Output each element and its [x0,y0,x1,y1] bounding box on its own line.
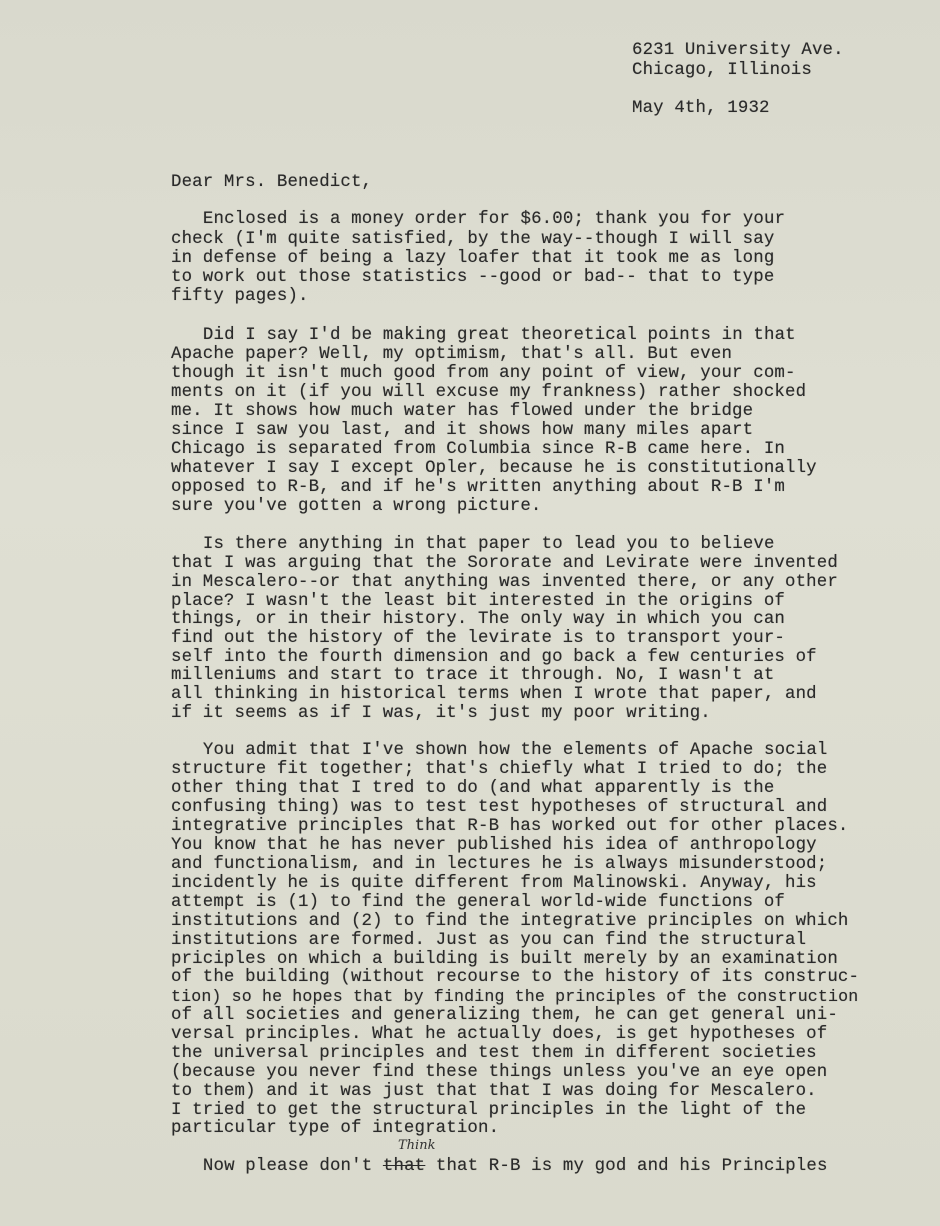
body-line: of the building (without recourse to the history of its construc- [171,968,860,987]
closing-line-start: Now please don't [150,1157,383,1176]
body-line: (because you never find these things unless you've an eye open [171,1063,828,1082]
body-line: institutions and (2) to find the integrative principles on which [171,912,849,931]
body-line: me. It shows how much water has flowed under the bridge [171,402,754,421]
body-line: Apache paper? Well, my optimism, that's all. But even [171,345,733,364]
body-line: in defense of being a lazy loafer that it took me as long [171,249,775,268]
body-line: I tried to get the structural principles in the light of the [171,1101,807,1120]
body-line: though it isn't much good from any point of view, your com- [171,364,796,383]
struck-word: that [382,1157,426,1176]
body-line: priciples on which a building is built merely by an examination [171,950,838,969]
address-line-1: 6231 University Ave. [632,41,844,60]
body-line: check (I'm quite satisfied, by the way--though I will say [171,230,775,249]
body-line: other thing that I tred to do (and what apparently is the [171,779,775,798]
body-line: to them) and it was just that that I was doing for Mescalero. [171,1082,817,1101]
body-line: milleniums and start to trace it through. No, I wasn't at [171,666,775,685]
body-line: structure fit together; that's chiefly what I tried to do; the [171,760,828,779]
letter-date: May 4th, 1932 [632,99,770,118]
body-line: opposed to R-B, and if he's written anything about R-B I'm [171,478,785,497]
closing-line-end: that R-B is my god and his Principles [425,1157,828,1176]
body-line: incidently he is quite different from Malinowski. Anyway, his [171,874,817,893]
body-line: sure you've gotten a wrong picture. [171,497,542,516]
body-line: tion) so he hopes that by finding the principles of the construction [171,987,859,1006]
body-line: the universal principles and test them in different societies [171,1044,817,1063]
closing-line [150,1157,828,1176]
body-line: integrative principles that R-B has worked out for other places. [171,817,849,836]
body-line: and functionalism, and in lectures he is always misunderstood; [171,855,828,874]
body-line: that I was arguing that the Sororate and Levirate were invented [171,554,838,573]
body-line: since I saw you last, and it shows how many miles apart [171,421,754,440]
body-line: all thinking in historical terms when I wrote that paper, and [171,685,817,704]
body-line: attempt is (1) to find the general world-wide functions of [171,893,785,912]
body-line: self into the fourth dimension and go back a few centuries of [171,648,817,667]
body-line: Did I say I'd be making great theoretical points in that [150,326,796,345]
body-line: if it seems as if I was, it's just my poor writing. [171,704,711,723]
body-line: particular type of integration. [171,1119,500,1138]
body-line: Is there anything in that paper to lead you to believe [150,535,775,554]
body-line: whatever I say I except Opler, because he is constitutionally [171,459,817,478]
body-line: fifty pages). [171,287,309,306]
body-line: ments on it (if you will excuse my frankness) rather shocked [171,383,807,402]
body-line: in Mescalero--or that anything was invented there, or any other [171,573,838,592]
body-line: You admit that I've shown how the elements of Apache social [150,741,828,760]
body-line: find out the history of the levirate is to transport your- [171,629,785,648]
body-line: things, or in their history. The only way in which you can [171,610,785,629]
body-line: Chicago is separated from Columbia since R-B came here. In [171,440,785,459]
body-line: You know that he has never published his idea of anthropology [171,836,817,855]
body-line: place? I wasn't the least bit interested in the origins of [171,592,785,611]
body-line: institutions are formed. Just as you can find the structural [171,931,807,950]
body-line: confusing thing) was to test test hypotheses of structural and [171,798,828,817]
body-line: of all societies and generalizing them, he can get general uni- [171,1006,838,1025]
address-line-2: Chicago, Illinois [632,61,812,80]
body-line: to work out those statistics --good or bad-- that to type [171,268,775,287]
salutation: Dear Mrs. Benedict, [171,173,373,192]
body-line: Enclosed is a money order for $6.00; thank you for your [150,210,786,229]
body-line: versal principles. What he actually does, is get hypotheses of [171,1025,828,1044]
handwritten-insert: Think [398,1138,436,1153]
